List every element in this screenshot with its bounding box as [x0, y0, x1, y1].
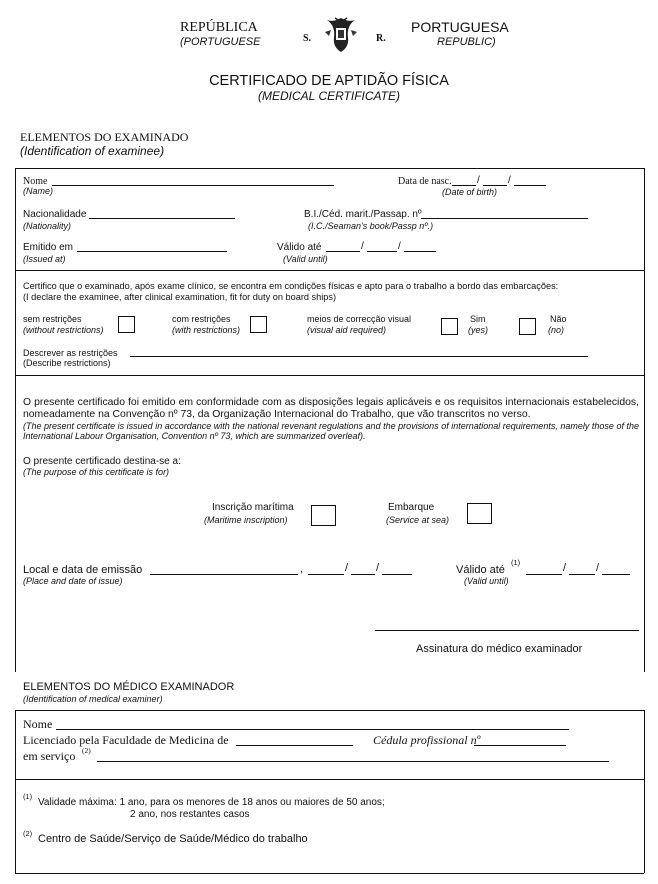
service-footnote-mark: (2)	[82, 746, 91, 755]
service-location-label: em serviço	[23, 749, 76, 763]
certify-en: (I declare the examinee, after clinical examination, fit for duty on board ships)	[23, 292, 337, 302]
cedula-label: Cédula profissional nº	[373, 733, 481, 747]
divider	[15, 873, 644, 874]
slash: /	[596, 562, 600, 574]
form-border-left	[15, 168, 16, 672]
slash: /	[361, 241, 364, 252]
without-restrictions-label: sem restrições	[23, 314, 82, 324]
issued-field[interactable]	[77, 251, 227, 252]
certificate-paragraph-en: (The present certificate is issued in accordance with the national revenant regulations and the provisions of international requirements, namely those of the International Labour Organisation, Convention nº 73, which are summarized overleaf).	[23, 421, 639, 441]
doctor-section-subtitle: (Identification of medical examiner)	[23, 694, 163, 704]
form-border-right	[644, 168, 645, 672]
signature-label: Assinatura do médico examinador	[416, 643, 583, 655]
header-portuguesa: PORTUGUESA	[411, 19, 509, 35]
valid-label: Válido até	[277, 242, 322, 253]
yes-label: Sim	[470, 314, 486, 324]
issue-year-field[interactable]	[382, 574, 412, 575]
without-restrictions-sub: (without restrictions)	[23, 325, 104, 335]
footnote-1-mark: (1)	[23, 792, 33, 801]
with-restrictions-checkbox[interactable]	[250, 316, 267, 333]
slash: /	[477, 175, 480, 186]
slash: /	[376, 562, 380, 574]
doctor-section-title: ELEMENTOS DO MÉDICO EXAMINADOR	[23, 681, 235, 693]
examinee-section-title: ELEMENTOS DO EXAMINADO	[20, 130, 189, 144]
examinee-section-subtitle: (Identification of examinee)	[20, 144, 165, 158]
name-sub: (Name)	[23, 186, 54, 196]
certify-pt: Certifico que o examinado, após exame clínico, se encontra em condições físicas e apto para o trabalho a bordo das embarcações:	[23, 281, 559, 291]
slash: /	[345, 562, 349, 574]
purpose-label: O presente certificado destina-se a:	[23, 456, 181, 467]
yes-sub: (yes)	[468, 325, 488, 335]
valid-until-label: Válido até	[456, 564, 505, 576]
comma: ,	[300, 563, 304, 575]
without-restrictions-checkbox[interactable]	[118, 316, 135, 333]
service-sub: (Service at sea)	[386, 515, 450, 525]
dob-label: Data de nasc.	[398, 176, 452, 187]
footnote-1-line2: 2 ano, nos restantes casos	[130, 809, 250, 820]
with-restrictions-label: com restrições	[172, 314, 231, 324]
visual-aid-no-checkbox[interactable]	[519, 318, 536, 335]
header-portuguese: (PORTUGUESE	[180, 36, 261, 48]
valid-year-field[interactable]	[404, 251, 436, 252]
issue-day-field[interactable]	[308, 574, 344, 575]
footnote-2-mark: (2)	[23, 829, 33, 838]
describe-sub: (Describe restrictions)	[23, 358, 111, 368]
maritime-sub: (Maritime inscription)	[204, 515, 288, 525]
slash: /	[398, 241, 401, 252]
issued-label: Emitido em	[23, 242, 74, 253]
faculty-field[interactable]	[236, 745, 353, 746]
dob-month-field[interactable]	[483, 185, 507, 186]
signature-field[interactable]	[375, 630, 639, 631]
coat-of-arms-emblem	[323, 16, 359, 54]
valid-until-footnote-mark: (1)	[511, 558, 521, 567]
header-republic: REPUBLIC)	[437, 36, 496, 48]
with-restrictions-sub: (with restrictions)	[172, 325, 241, 335]
footnote-2-text: Centro de Saúde/Serviço de Saúde/Médico do trabalho	[38, 833, 308, 845]
name-field[interactable]	[52, 185, 334, 186]
describe-restrictions-field[interactable]	[130, 356, 588, 357]
slash: /	[508, 175, 511, 186]
form-border-right	[644, 710, 645, 873]
page-subtitle: (MEDICAL CERTIFICATE)	[257, 89, 400, 103]
slash: /	[563, 562, 567, 574]
footnote-1-line1: Validade máxima: 1 ano, para os menores de 18 anos ou maiores de 50 anos;	[38, 797, 385, 808]
divider	[15, 779, 644, 780]
valid-month-field[interactable]	[367, 251, 397, 252]
header-republica: REPÚBLICA	[180, 20, 258, 35]
place-field[interactable]	[150, 574, 298, 575]
name-label: Nome	[23, 176, 48, 187]
no-sub: (no)	[548, 325, 565, 335]
place-label: Local e data de emissão	[23, 564, 143, 576]
valid-until-sub: (Valid until)	[464, 576, 509, 586]
licensed-label: Licenciado pela Faculdade de Medicina de	[23, 733, 229, 747]
nationality-sub: (Nationality)	[23, 221, 72, 231]
service-label: Embarque	[388, 502, 435, 513]
dob-year-field[interactable]	[514, 185, 546, 186]
maritime-checkbox[interactable]	[311, 505, 336, 526]
divider	[15, 375, 644, 376]
doctor-name-label: Nome	[23, 717, 53, 731]
valid-sub: (Valid until)	[283, 254, 328, 264]
purpose-sub: (The purpose of this certificate is for)	[23, 467, 170, 477]
describe-label: Descrever as restrições	[23, 348, 118, 358]
visual-aid-yes-checkbox[interactable]	[441, 318, 458, 335]
valid-until-year-field[interactable]	[602, 574, 630, 575]
certificate-paragraph-pt: O presente certificado foi emitido em conformidade com as disposições legais aplicáveis e os requisitos internacionais estabelecidos, nomeadamente na Convenção nº 73, da Organização Internacional do Trabalho, que vão transcritos no verso.	[23, 397, 639, 420]
service-location-field[interactable]	[97, 761, 609, 762]
place-sub: (Place and date of issue)	[23, 576, 123, 586]
form-border-left	[15, 710, 16, 873]
id-field[interactable]	[421, 218, 588, 219]
id-sub: (I.C./Seaman's book/Passp nº.)	[308, 221, 434, 231]
valid-until-day-field[interactable]	[526, 574, 562, 575]
visual-aid-sub: (visual aid required)	[307, 325, 387, 335]
divider	[15, 168, 644, 169]
dob-sub: (Date of birth)	[442, 187, 498, 197]
nationality-field[interactable]	[89, 218, 235, 219]
valid-day-field[interactable]	[326, 251, 360, 252]
valid-until-month-field[interactable]	[569, 574, 595, 575]
header-r-mark: R.	[376, 33, 386, 44]
id-label: B.I./Céd. marit./Passap. nº	[304, 209, 422, 220]
divider	[15, 710, 644, 711]
divider	[15, 270, 644, 271]
page-title: CERTIFICADO DE APTIDÃO FÍSICA	[209, 73, 449, 89]
issued-sub: (Issued at)	[23, 254, 66, 264]
dob-day-field[interactable]	[452, 185, 476, 186]
header-s-mark: S.	[303, 33, 312, 44]
maritime-label: Inscrição marítima	[212, 502, 294, 513]
cedula-field[interactable]	[474, 745, 566, 746]
visual-aid-label: meios de correcção visual	[307, 314, 412, 324]
service-checkbox[interactable]	[467, 503, 492, 524]
no-label: Não	[550, 314, 567, 324]
nationality-label: Nacionalidade	[23, 209, 87, 220]
doctor-name-field[interactable]	[56, 729, 569, 730]
issue-month-field[interactable]	[351, 574, 375, 575]
